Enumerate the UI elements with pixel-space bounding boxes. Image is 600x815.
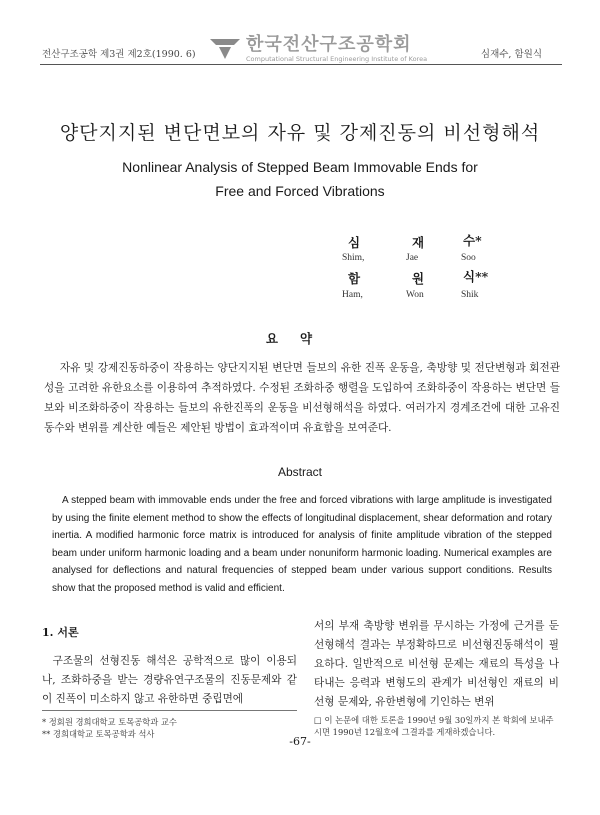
footnote-rule bbox=[42, 710, 297, 711]
author-1-ko-1: 심 bbox=[348, 235, 361, 250]
footnote-1: * 정회원 경희대학교 토목공학과 교수 bbox=[42, 717, 177, 727]
header-authors: 심재수, 함원식 bbox=[480, 49, 542, 60]
author-2-en-2: Won bbox=[406, 290, 424, 300]
author-1-ko-3: 수* bbox=[463, 233, 482, 248]
section-heading-introduction: 1. 서론 bbox=[42, 626, 79, 639]
body-left-column: 구조물의 선형진동 해석은 공학적으로 많이 이용되나, 조화하중을 받는 경량유연구조물의 진동문제와 같이 진폭이 미소하지 않고 유한하면 중립면에 bbox=[42, 655, 297, 705]
author-2-ko-3: 식** bbox=[463, 269, 489, 284]
title-english bbox=[0, 155, 600, 203]
title-english-line-1: Nonlinear Analysis of Stepped Beam Immovable Ends for bbox=[122, 159, 478, 175]
society-logo-icon bbox=[210, 37, 240, 61]
title-english-line-2: Free and Forced Vibrations bbox=[215, 183, 385, 199]
author-1-ko-2: 재 bbox=[412, 235, 425, 250]
author-2-en-1: Ham, bbox=[342, 290, 363, 300]
journal-info: 전산구조공학 제3권 제2호(1990. 6) bbox=[42, 49, 196, 60]
author-1-en-3: Soo bbox=[461, 253, 476, 263]
society-name-en: Computational Structural Engineering Institute of Korea bbox=[246, 55, 428, 63]
author-1-en-2: Jae bbox=[406, 253, 419, 263]
author-2-ko-2: 원 bbox=[412, 271, 425, 286]
society-logo bbox=[210, 36, 427, 63]
page-number: -67- bbox=[289, 735, 311, 748]
abstract-english: A stepped beam with immovable ends under the free and forced vibrations with large amplitude is investigated by using the finite element method to show the effects of longitudinal displacement, shear deformation and rotary inertia. A modified harmonic force matrix is introduced for analysis of finite amplitude vibration of the stepped beam under uniform harmonic loading and a beam under nonuniform harmonic loading. Numerical examples are analysed for deflections and natural frequencies of stepped beam under various support conditions. Results show that the proposed method is valid and efficient. bbox=[52, 495, 552, 594]
author-2-en-3: Shik bbox=[461, 290, 479, 300]
title-korean: 양단지지된 변단면보의 자유 및 강제진동의 비선형해석 bbox=[59, 122, 541, 144]
abstract-korean: 자유 및 강제진동하중이 작용하는 양단지지된 변단면 들보의 유한 진폭 운동을, 축방향 및 전단변형과 회전관성을 고려한 유한요소를 이용하여 추적하였다. 수정된 조화하중 행렬을 도입하여 조화하중이 작용하는 변단면 들보와 비조화하중이 작용하는 들보의 유한진폭의 운동을 비선형해석을 하였다. 여러가지 경계조건에 대한 고유진동수와 변위를 계산한 예들은 제안된 방법이 효과적이며 유효함을 보여준다. bbox=[44, 362, 560, 434]
author-2-ko-1: 함 bbox=[348, 271, 361, 286]
body-right-column: 서의 부재 축방향 변위를 무시하는 가정에 근거를 둔 선형해석 결과는 부정확하므로 비선형진동해석이 필요하다. 일반적으로 비선형 문제는 재료의 특성을 나타내는 응력과 변형도의 관계가 비선형인 재료의 비선형 문제와, 유한변형에 기인하는 변위 bbox=[314, 620, 559, 708]
author-1-en-1: Shim, bbox=[342, 253, 365, 263]
society-name-ko: 한국전산구조공학회 bbox=[246, 34, 412, 55]
footnote-2: ** 경희대학교 토목공학과 석사 bbox=[42, 729, 155, 739]
footnote-discussion: □ 이 논문에 대한 토론을 1990년 9월 30일까지 본 학회에 보내주시면 1990년 12월호에 그결과를 게재하겠습니다. bbox=[314, 715, 554, 737]
abstract-heading: Abstract bbox=[277, 465, 322, 479]
header-rule bbox=[40, 64, 562, 65]
summary-heading: 요약 bbox=[265, 331, 335, 346]
